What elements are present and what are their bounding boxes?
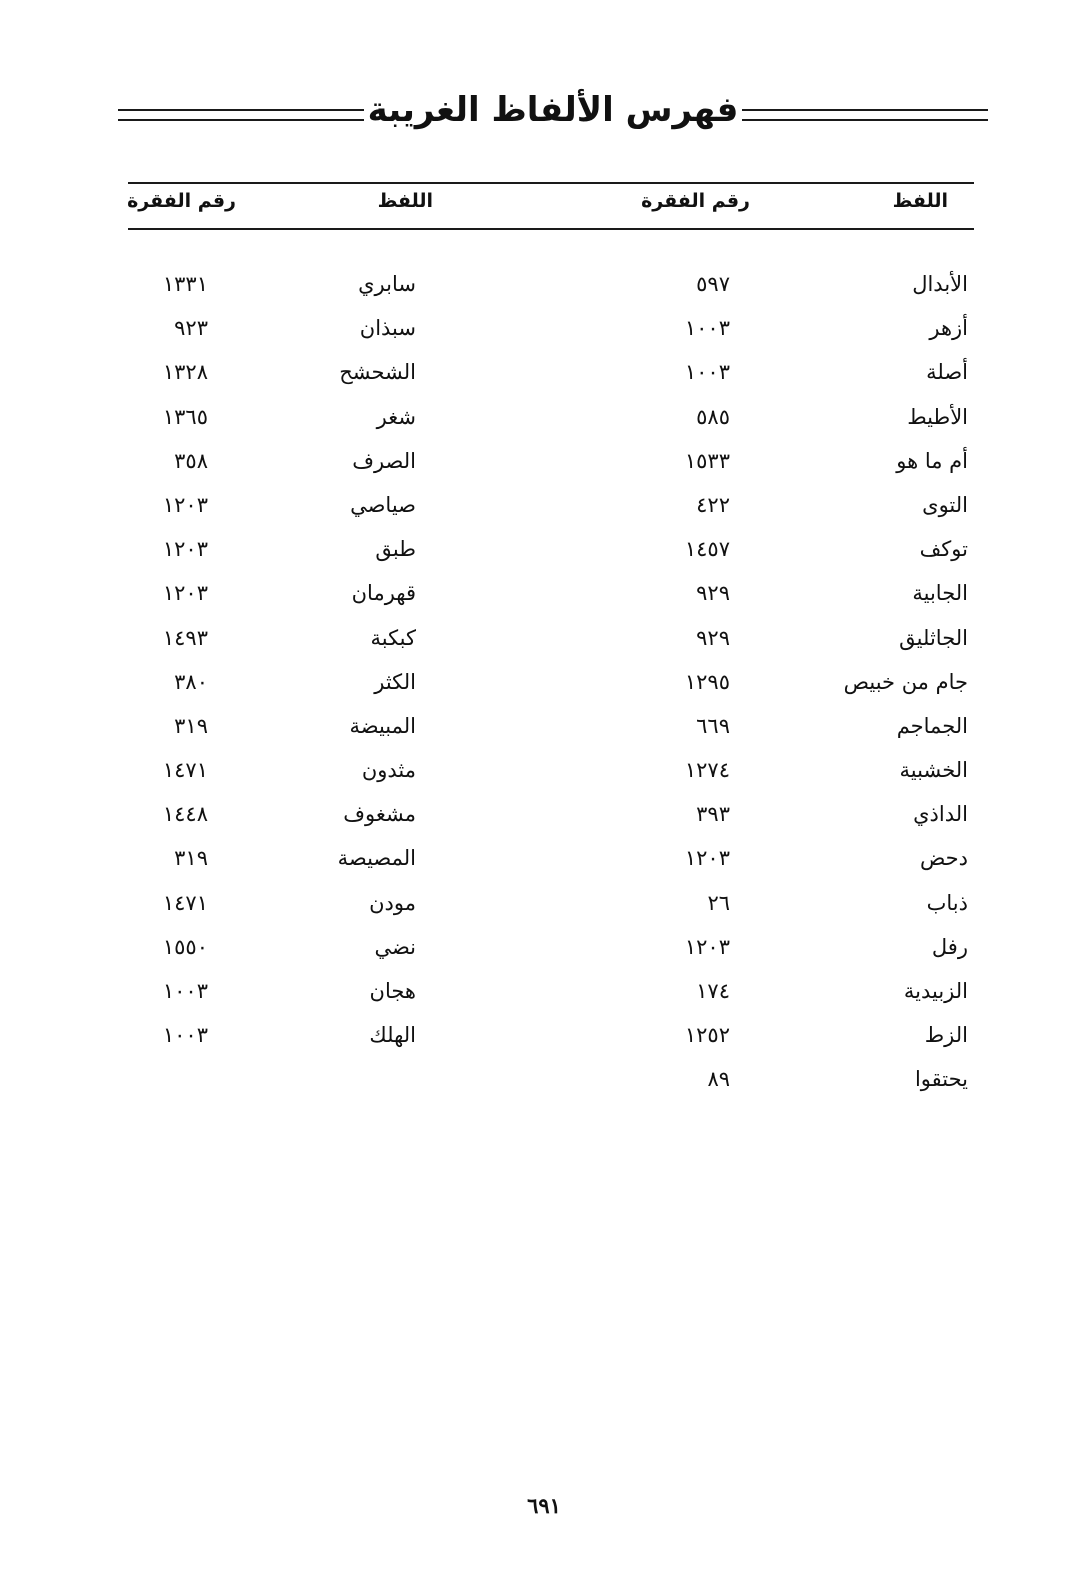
entry-paragraph-number: ١٠٠٣ [684,316,730,341]
table-row [0,527,1088,571]
entry-paragraph-number: ٩٢٩ [696,625,730,650]
header-left-number: رقم الفقرة [127,190,236,212]
entry-paragraph-number: ١٢٥٢ [684,1023,730,1048]
entry-paragraph-number: ١٣٣١ [162,272,208,296]
entry-word: أصلة [926,360,968,385]
entry-word: يحتقوا [914,1067,968,1092]
title-rule-left [118,109,364,121]
table-row [0,792,1088,836]
entry-paragraph-number: ٨٩ [707,1067,730,1092]
entry-paragraph-number: ١٥٣٣ [684,448,730,473]
entry-paragraph-number: ١٤٤٨ [162,802,208,827]
entry-word: ذباب [926,890,968,915]
table-row [0,306,1088,350]
entry-word: أزهر [929,316,968,341]
entry-paragraph-number: ١٢٠٣ [684,934,730,959]
entry-word: الشحشح [339,360,416,385]
entry-word: جام من خبيص [843,669,968,694]
entry-word: توكف [919,537,968,562]
entry-word: سابري [358,272,416,296]
header-right-number: رقم الفقرة [641,190,750,212]
entry-word: الصرف [352,448,416,473]
entry-word: قهرمان [351,581,416,606]
entry-word: صياصي [350,492,416,517]
entry-paragraph-number: ١٠٠٣ [162,979,208,1003]
table-row [0,660,1088,704]
title-rule-right [742,109,988,121]
entry-paragraph-number: ١٤٩٣ [162,625,208,650]
entry-paragraph-number: ٣١٩ [174,846,208,871]
entry-paragraph-number: ٣٨٠ [174,669,208,694]
entry-paragraph-number: ١٢٠٣ [162,492,208,517]
entry-paragraph-number: ٣١٩ [174,713,208,738]
entry-paragraph-number: ١٤٥٧ [684,537,730,562]
entry-word: دحض [919,846,968,871]
entry-word: الهلك [369,1023,416,1048]
entry-paragraph-number: ١٢٠٣ [162,581,208,606]
table-row [0,704,1088,748]
header-left-word: اللفظ [377,190,433,212]
entry-word: الجاثليق [899,625,968,650]
entry-paragraph-number: ١٧٤ [696,979,730,1003]
entry-word: الجماجم [896,713,968,738]
table-row [0,1057,1088,1101]
entry-paragraph-number: ١٤٧١ [162,758,208,783]
entry-word: كبكبة [370,625,416,650]
entry-word: الأبدال [912,272,968,296]
header-right-word: اللفظ [892,190,948,212]
entry-paragraph-number: ١٥٥٠ [162,934,208,959]
entry-word: شغر [376,404,416,429]
entry-paragraph-number: ٦٦٩ [696,713,730,738]
page-title: فهرس الألفاظ الغريبة [367,90,739,130]
entry-word: مشغوف [343,802,416,827]
entry-paragraph-number: ٩٢٩ [696,581,730,606]
entry-paragraph-number: ٩٢٣ [174,316,208,341]
table-row [0,748,1088,792]
entry-paragraph-number: ٢٦ [707,890,730,915]
entry-paragraph-number: ١٢٧٤ [684,758,730,783]
entry-word: الأطيط [907,404,968,429]
entry-word: الزبيدية [903,979,968,1003]
entry-word: أم ما هو [896,448,968,473]
entry-word: مودن [369,890,416,915]
entry-word: الزط [924,1023,968,1048]
page-number: ٦٩١ [527,1493,561,1518]
entry-paragraph-number: ٥٩٧ [696,272,730,296]
entry-word: الكثر [374,669,416,694]
title-bar [118,86,988,134]
table-row [0,571,1088,615]
entry-paragraph-number: ١٤٧١ [162,890,208,915]
entry-paragraph-number: ٥٨٥ [696,404,730,429]
table-row [0,616,1088,660]
table-row [0,836,1088,880]
entry-word: المبيضة [349,713,416,738]
entry-word: الجابية [912,581,968,606]
entry-paragraph-number: ٣٩٣ [696,802,730,827]
entry-paragraph-number: ١٣٦٥ [162,404,208,429]
entry-word: المصيصة [337,846,416,871]
table-row [0,395,1088,439]
table-row [0,969,1088,1013]
table-row [0,881,1088,925]
entry-paragraph-number: ١٠٠٣ [684,360,730,385]
entry-paragraph-number: ١٢٠٣ [684,846,730,871]
table-row [0,925,1088,969]
entry-word: الداذي [913,802,968,827]
index-table [0,262,1088,1102]
entry-word: نضي [374,934,416,959]
entry-word: هجان [369,979,416,1003]
entry-paragraph-number: ٤٢٢ [696,492,730,517]
entry-word: رفل [931,934,968,959]
table-header-rule-top [128,182,974,184]
entry-word: مثدون [361,758,416,783]
table-row [0,350,1088,394]
entry-paragraph-number: ٣٥٨ [174,448,208,473]
entry-paragraph-number: ١٢٩٥ [684,669,730,694]
entry-word: الخشبية [899,758,968,783]
table-row [0,483,1088,527]
table-header-rule-bottom [128,228,974,230]
entry-word: سبذان [359,316,416,341]
table-row [0,1013,1088,1057]
entry-paragraph-number: ١٠٠٣ [162,1023,208,1048]
table-row [0,262,1088,306]
entry-word: طبق [375,537,416,562]
entry-paragraph-number: ١٢٠٣ [162,537,208,562]
entry-word: التوى [922,492,968,517]
table-row [0,439,1088,483]
entry-paragraph-number: ١٣٢٨ [162,360,208,385]
